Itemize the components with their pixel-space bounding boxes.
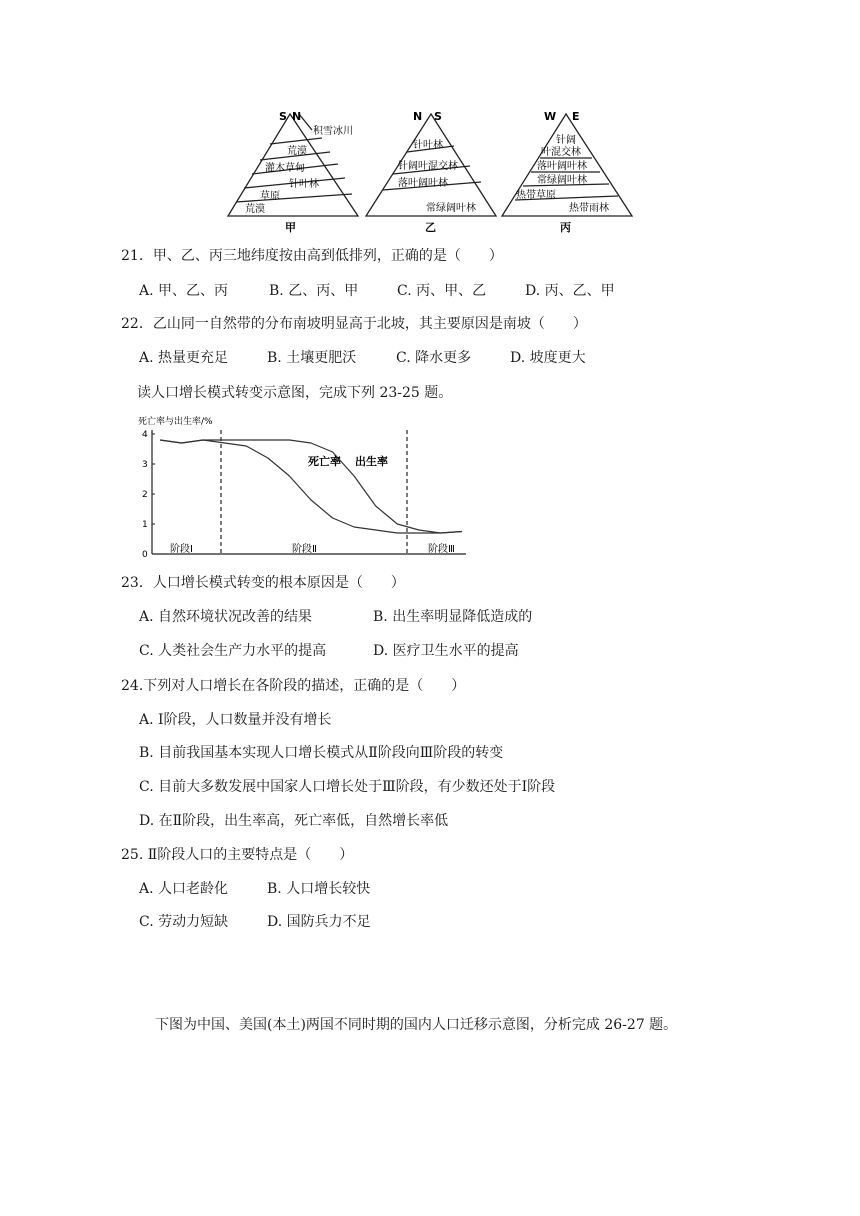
q25-option-b: B. 人口增长较快 [267,881,371,897]
q23-option-c: C. 人类社会生产力水平的提高 [139,643,327,659]
yi-zone-2: 针阔叶混交林 [398,161,458,172]
bing-label: 丙 [560,221,571,234]
y-ticks [142,430,155,560]
q24-option-b: B. 目前我国基本实现人口增长模式从Ⅱ阶段向Ⅲ阶段的转变 [139,745,504,761]
q23-options-row1 [139,608,532,626]
jia-zone-5: 草原 [260,191,280,202]
death-rate-line [160,440,462,533]
bing-dir-left: W [544,110,557,123]
q22-option-d: D. 坡度更大 [510,350,586,366]
stage-1-label: 阶段Ⅰ [170,544,193,555]
q22-option-a: A. 热量更充足 [139,350,229,366]
jia-dir-right: N [292,110,302,123]
bing-zone-6: 热带雨林 [569,203,609,214]
q21-option-c: C. 丙、甲、乙 [397,283,487,299]
chart-ylabel: 死亡率与出生率/% [138,417,213,427]
q24-option-d: D. 在Ⅱ阶段，出生率高，死亡率低，自然增长率低 [139,813,449,829]
birth-rate-line [160,440,462,533]
q23-option-b: B. 出生率明显降低造成的 [373,609,533,625]
intro-23-25: 读人口增长模式转变示意图，完成下列 23-25 题。 [137,385,453,401]
q21-options [139,282,615,300]
q23-stem: 23．人口增长模式转变的根本原因是（ ） [121,575,405,591]
yi-zone-4: 常绿阔叶林 [426,203,476,214]
q22-option-c: C. 降水更多 [396,350,472,366]
q23-options-row2 [139,642,519,660]
q22-option-b: B. 土壤更肥沃 [267,350,357,366]
bing-zone-2: 叶混交林 [541,147,581,158]
q25-option-a: A. 人口老龄化 [139,881,229,897]
jia-zone-6: 荒漠 [245,204,265,215]
y-tick-label: 4 [142,430,148,440]
jia-zone-1: 积雪冰川 [313,126,353,137]
yi-zone-3: 落叶阔叶林 [398,178,448,189]
yi-zone-1: 针叶林 [413,140,443,151]
jia-zone-3: 灌木草甸 [265,163,305,174]
q23-option-a: A. 自然环境状况改善的结果 [139,609,313,625]
bing-zone-4: 常绿阔叶林 [537,175,587,186]
q21-option-d: D. 丙、乙、甲 [525,283,615,299]
q21-stem: 21．甲、乙、丙三地纬度按由高到低排列，正确的是（ ） [121,248,503,264]
q25-options-row1 [139,880,370,898]
bing-zone-1: 针阔 [556,135,576,146]
bing-dir-right: E [572,110,580,123]
q24-option-a: A. Ⅰ阶段，人口数量并没有增长 [139,712,332,728]
q25-option-c: C. 劳动力短缺 [139,914,229,930]
bing-zone-3: 落叶阔叶林 [537,161,587,172]
jia-label: 甲 [285,221,296,234]
q22-options [139,349,586,367]
y-tick-label: 1 [142,520,148,530]
intro-26-27: 下图为中国、美国(本土)两国不同时期的国内人口迁移示意图，分析完成 26-27 题。 [155,1017,678,1033]
q21-option-a: A. 甲、乙、丙 [139,283,229,299]
q23-option-d: D. 医疗卫生水平的提高 [373,643,519,659]
q25-options-row2 [139,913,371,931]
q25-stem: 25. Ⅱ阶段人口的主要特点是（ ） [121,847,354,863]
series-lines [160,440,462,533]
q24-stem: 24.下列对人口增长在各阶段的描述，正确的是（ ） [121,678,466,694]
yi-dir-right: S [434,110,442,123]
q21-option-b: B. 乙、丙、甲 [269,283,359,299]
jia-zone-2: 荒漠 [287,146,307,157]
stage-3-label: 阶段Ⅲ [428,544,455,555]
y-tick-label: 3 [142,460,148,470]
birth-rate-label: 出生率 [355,455,388,468]
death-rate-label: 死亡率 [308,455,341,468]
q22-stem: 22．乙山同一自然带的分布南坡明显高于北坡，其主要原因是南坡（ ） [121,316,587,332]
bing-zone-5: 热带草原 [516,190,556,201]
y-tick-label: 0 [142,550,148,560]
y-tick-label: 2 [142,490,148,500]
yi-dir-left: N [413,110,423,123]
population-transition-chart [0,408,860,568]
vertical-zonation-figure [0,100,860,340]
q25-option-d: D. 国防兵力不足 [267,914,371,930]
stage-2-label: 阶段Ⅱ [292,544,317,555]
jia-zone-4: 针叶林 [289,179,319,190]
yi-label: 乙 [425,221,436,234]
jia-dir-left: S [279,110,287,123]
q24-option-c: C. 目前大多数发展中国家人口增长处于Ⅲ阶段，有少数还处于Ⅰ阶段 [139,779,556,795]
